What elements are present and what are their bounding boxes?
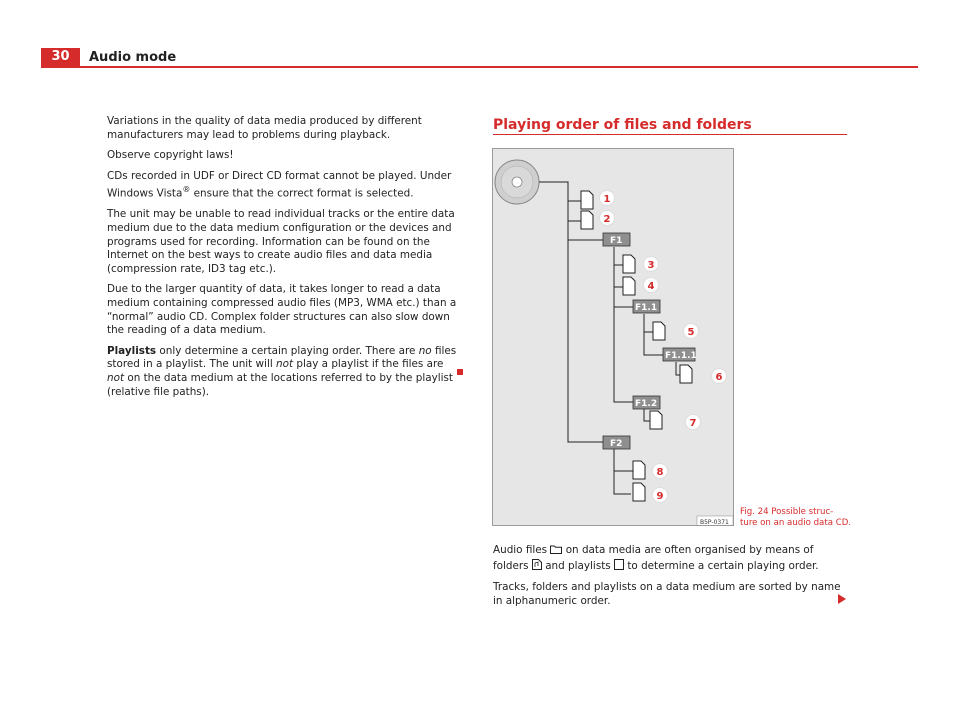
playlists-text-a: only determine a certain playing order. There are [156, 344, 419, 357]
emphasis-not-1: not [276, 358, 294, 371]
right-column-body [493, 544, 849, 615]
paragraph-organisation [493, 544, 849, 574]
audio-file-icon [623, 277, 635, 295]
file-number: 5 [687, 327, 695, 338]
page-number: 30 [41, 48, 80, 66]
audio-file-icon [581, 211, 593, 229]
figure-folder-structure [492, 148, 734, 526]
paragraph-udf [107, 170, 463, 202]
caption-line-2: ture on an audio data CD. [740, 518, 852, 528]
audio-file-icon [633, 483, 645, 501]
section-end-marker [457, 369, 463, 375]
playlists-text-d: on the data medium at the locations referred to by the playlist (relative file paths). [107, 371, 453, 398]
playlists-text-c: play a playlist if the files are [293, 358, 444, 371]
figure-caption [740, 507, 851, 529]
left-column [107, 115, 463, 406]
udf-text-b: ensure that the correct format is selected. [190, 187, 414, 200]
header-rule [41, 66, 918, 68]
organisation-text-a: Audio files [493, 544, 551, 556]
paragraph-compressed: Due to the larger quantity of data, it takes longer to read a data medium containing compressed audio files (MP3, WMA etc.) than a “normal” audio CD. Complex folder structures can also slow down the reading of a data medium. [107, 283, 457, 337]
folder-icon [550, 544, 562, 559]
folder-label: F1.1.1 [665, 351, 697, 361]
paragraph-playlists [107, 345, 463, 399]
organisation-text-b: on data media are often organised by means of folders [493, 544, 814, 572]
file-number: 7 [689, 418, 697, 429]
file-number: 4 [647, 281, 655, 292]
emphasis-no: no [418, 344, 432, 357]
file-number: 2 [603, 214, 611, 225]
file-number: 3 [647, 260, 655, 271]
audio-files [581, 191, 692, 501]
audio-file-icon [680, 365, 692, 383]
file-number: 9 [656, 491, 664, 502]
chapter-title: Audio mode [89, 50, 177, 65]
audio-file-icon [532, 559, 542, 575]
section-heading: Playing order of files and folders [493, 117, 752, 133]
folder-label: F1.1 [635, 303, 658, 313]
audio-file-icon [653, 322, 665, 340]
playlists-term: Playlists [107, 344, 157, 357]
folder-label: F1 [610, 236, 623, 246]
section-rule [493, 134, 847, 135]
cd-icon [495, 160, 539, 204]
folder-label: F1.2 [635, 399, 658, 409]
playlists-text-b: files stored in a playlist. The unit will [107, 344, 457, 371]
organisation-text-c: and playlists [541, 559, 615, 572]
audio-file-icon [581, 191, 593, 209]
paragraph-readability: The unit may be unable to read individual tracks or the entire data medium due to the data medium configuration or the devices and programs used for recording. Information can be found on the Internet on the best ways to create audio files and data media (compression rate, ID3 tag etc.). [107, 208, 455, 275]
file-number: 6 [715, 372, 723, 383]
paragraph-sorting: Tracks, folders and playlists on a data medium are sorted by name in alphanumeric order. [493, 581, 841, 607]
playlist-icon [614, 559, 624, 575]
registered-mark: ® [182, 185, 191, 195]
continue-arrow-icon [838, 594, 846, 604]
file-number: 8 [656, 467, 664, 478]
audio-file-icon [650, 411, 662, 429]
folder-label: F2 [610, 439, 623, 449]
figure-code: B5P-0371 [700, 519, 729, 526]
file-number: 1 [603, 194, 611, 205]
udf-text-a: CDs recorded in UDF or Direct CD format cannot be played. Under Windows Vista [107, 169, 452, 200]
organisation-text-d: to determine a certain playing order. [624, 559, 819, 572]
audio-file-icon [623, 255, 635, 273]
folder-structure-diagram [493, 149, 734, 526]
paragraph-copyright: Observe copyright laws! [107, 149, 234, 162]
paragraph-quality: Variations in the quality of data media produced by different manufacturers may lead to problems during playback. [107, 115, 422, 141]
emphasis-not-2: not [107, 371, 125, 384]
caption-line-1: Fig. 24 Possible struc- [740, 507, 834, 517]
audio-file-icon [633, 461, 645, 479]
